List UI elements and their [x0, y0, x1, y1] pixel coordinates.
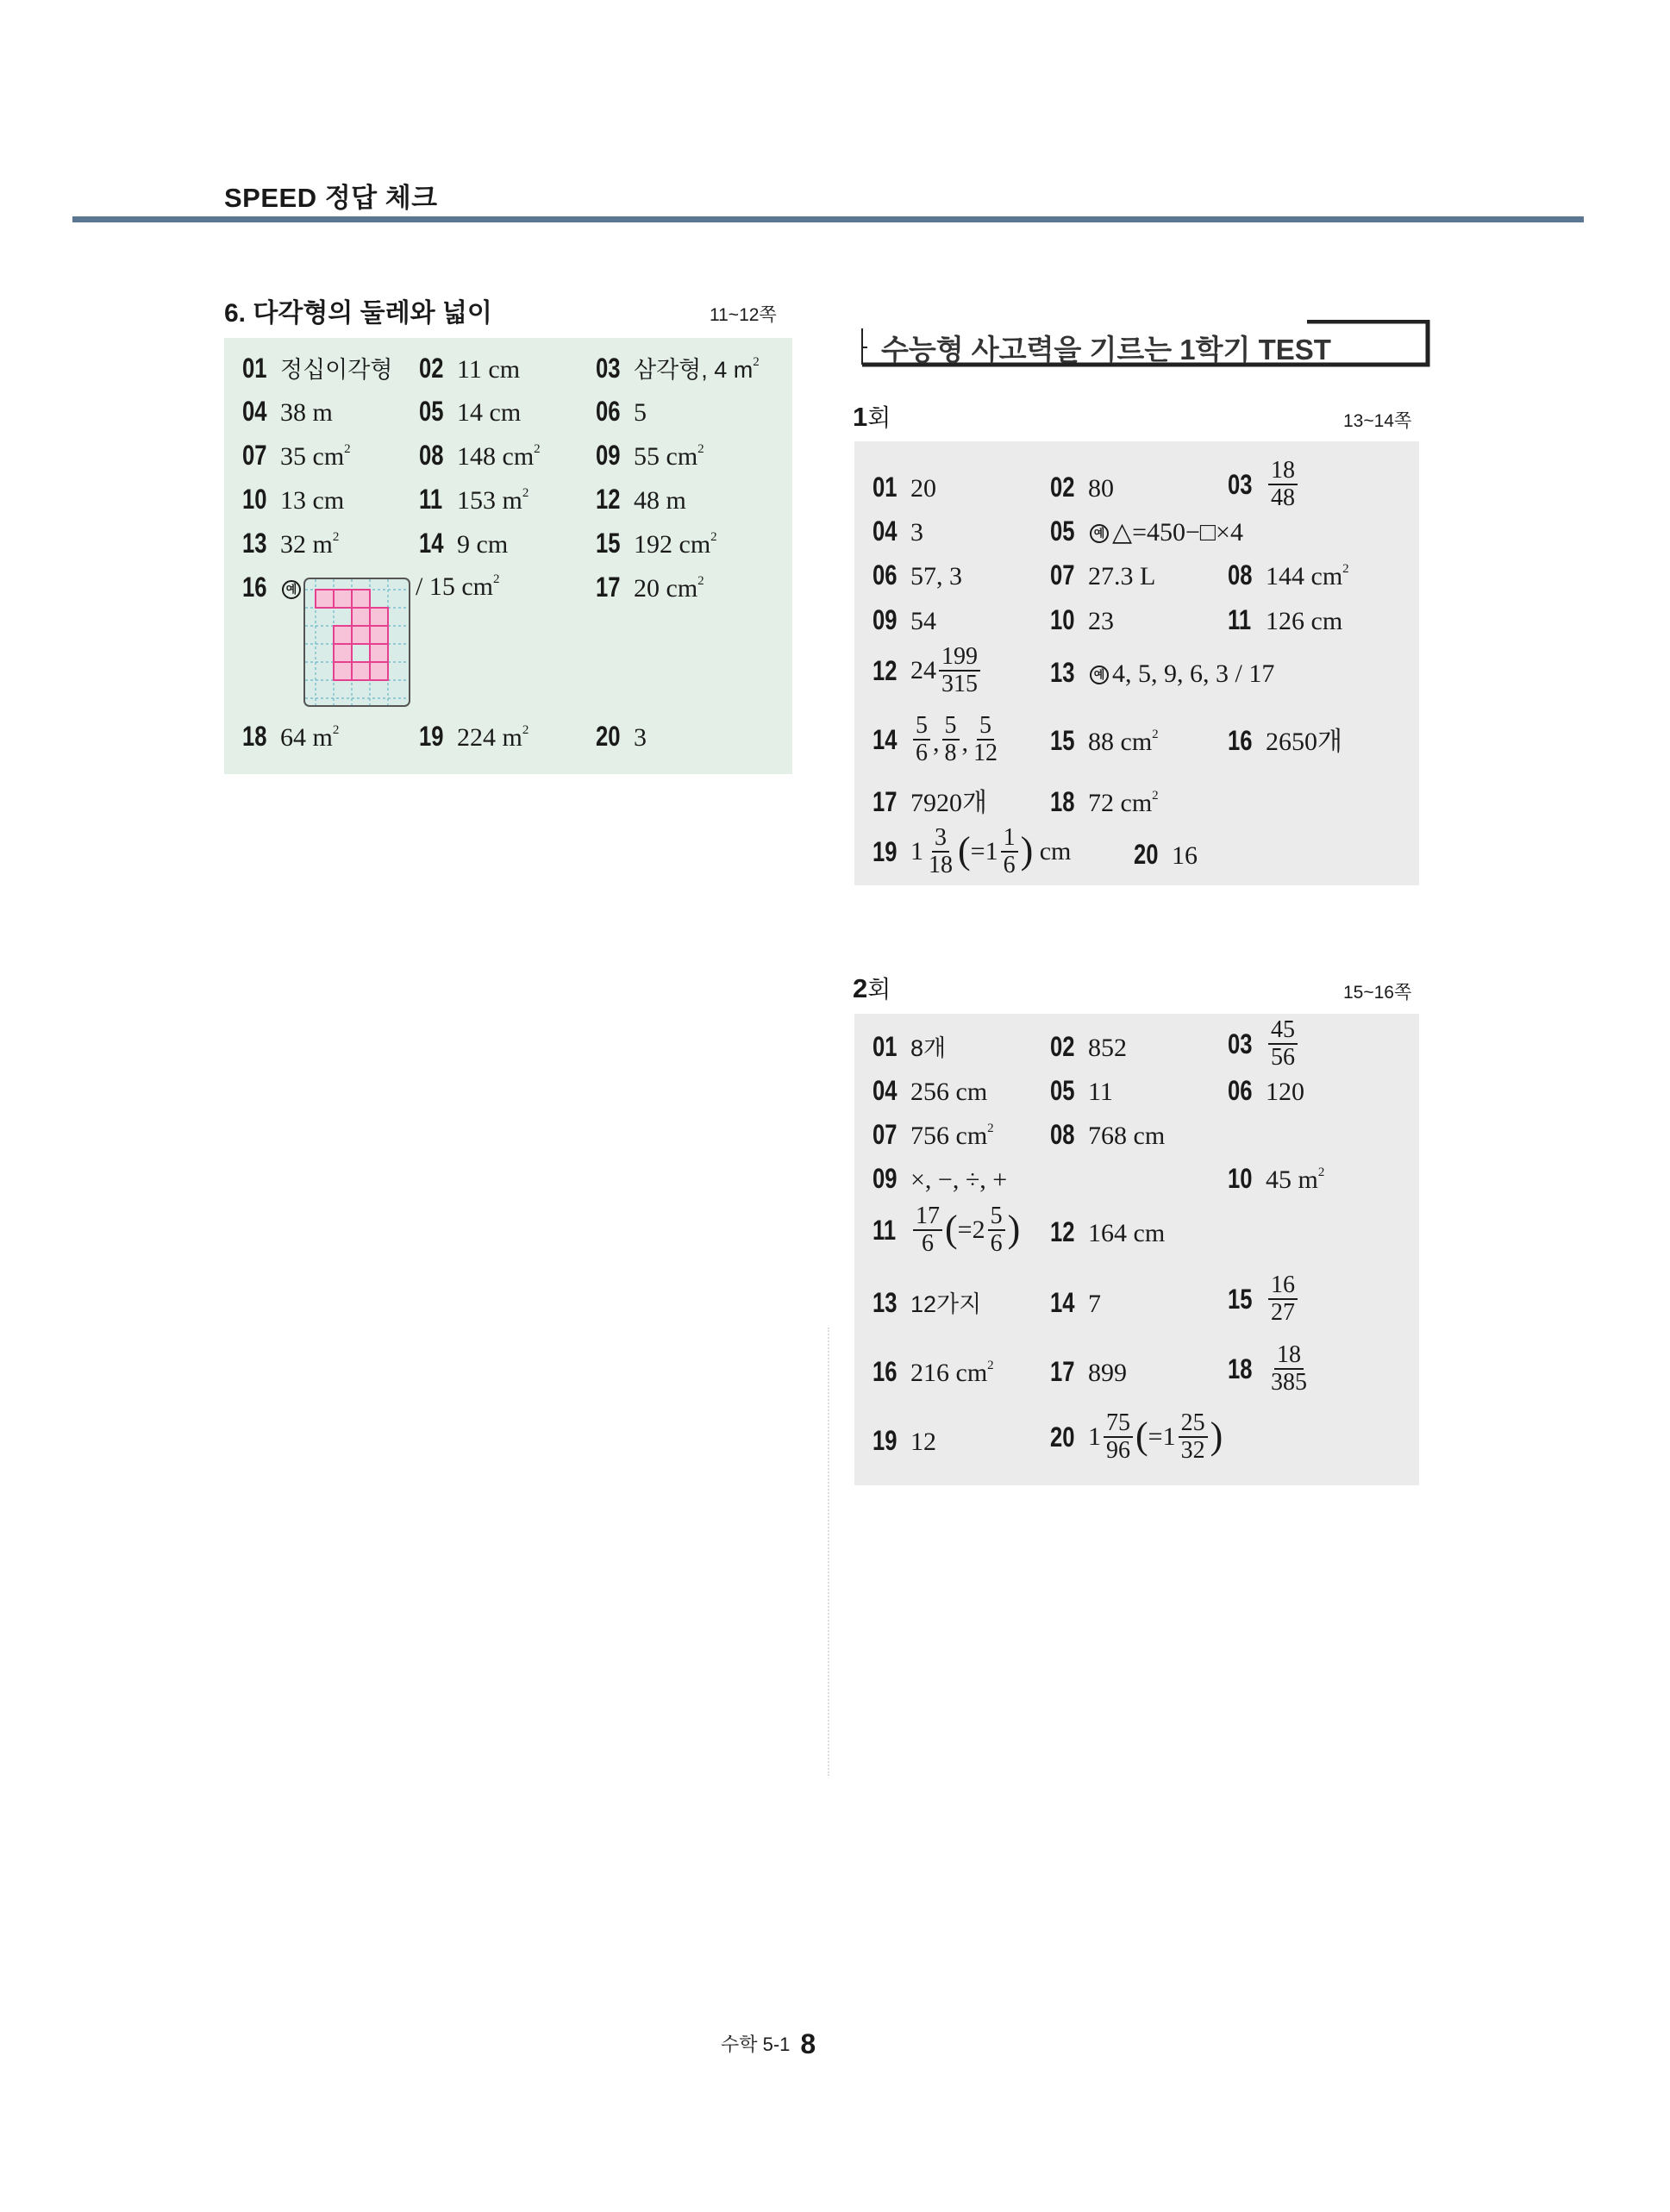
answer-09: 09 55 $cm^2$	[596, 440, 704, 471]
answer-18: 18 64 $m^2$	[242, 721, 340, 752]
r1-answer-19: 19 1 $\frac{3}{18}$ (=1 $\frac{1}{6}$ ) cm	[873, 824, 1072, 878]
r1-answer-11: 11 126 cm	[1228, 604, 1343, 635]
r2-answer-07: 07 756 $cm^2$	[873, 1119, 994, 1150]
r2-answer-10: 10 45 $m^2$	[1228, 1163, 1325, 1194]
section-pages: 11~12쪽	[710, 305, 777, 325]
r2-answer-11: 11 $\frac{17}{6}$ (=2 $\frac{5}{6}$ )	[873, 1203, 1021, 1257]
answer-06: 06 5	[596, 396, 647, 427]
r2-answer-19: 19 12	[873, 1425, 936, 1456]
r2-answer-20: 20 1 $\frac{75}{96}$ (=1 $\frac{25}{32}$ )	[1050, 1409, 1223, 1464]
r2-answer-04: 04 256 cm	[873, 1075, 988, 1106]
test-title: 수능형 사고력을 기르는 1학기 TEST	[881, 334, 1331, 366]
answer-15: 15 192 $cm^2$	[596, 528, 717, 559]
r2-answer-18: 18 $\frac{18}{385}$	[1228, 1341, 1307, 1396]
r1-answer-18: 18 72 $cm^2$	[1050, 786, 1159, 817]
r1-answer-16: 16 2650개	[1228, 725, 1342, 756]
answer-02: 02 11 cm	[419, 353, 521, 384]
r2-answer-01: 01 8개	[873, 1031, 947, 1062]
r2-answer-17: 17 899	[1050, 1356, 1127, 1387]
r2-answer-13: 13 12가지	[873, 1287, 982, 1318]
answer-13: 13 32 $m^2$	[242, 528, 340, 559]
page-number: 8	[800, 2028, 816, 2059]
r1-answer-05: 05 예 △=450−□×4	[1050, 516, 1243, 547]
answer-14: 14 9 cm	[419, 528, 509, 559]
r1-answer-09: 09 54	[873, 604, 936, 635]
page-header-title: SPEED 정답 체크	[224, 183, 438, 213]
r2-answer-03: 03 $\frac{45}{56}$	[1228, 1018, 1300, 1070]
r1-answer-03: 03 $\frac{18}{48}$	[1228, 459, 1300, 510]
round2-label: 2회	[853, 973, 891, 1003]
answer-07: 07 35 $cm^2$	[242, 440, 351, 471]
answer-16-value: / 15 $cm^2$	[416, 572, 500, 601]
answer-10: 10 13 cm	[242, 484, 345, 515]
example-mark: 예	[282, 580, 301, 599]
answer-17: 17 20 $cm^2$	[596, 572, 704, 603]
page-footer	[721, 2028, 816, 2060]
r1-answer-17: 17 7920개	[873, 786, 987, 817]
r1-answer-15: 15 88 $cm^2$	[1050, 725, 1159, 756]
footer-subject: 수학 5-1	[721, 2034, 791, 2055]
answer-16: 16 예	[242, 573, 304, 602]
r2-answer-05: 05 11	[1050, 1075, 1113, 1106]
r2-answer-09: 09 ×, −, ÷, +	[873, 1163, 1008, 1194]
answer-19: 19 224 $m^2$	[419, 721, 529, 752]
round1-label: 1회	[853, 402, 891, 432]
answer-04: 04 38 m	[242, 396, 333, 427]
r1-answer-12: 12 24 $\frac{199}{315}$	[873, 645, 983, 697]
column-divider	[828, 1328, 829, 1776]
r1-answer-01: 01 20	[873, 472, 936, 503]
r1-answer-04: 04 3	[873, 516, 923, 547]
answer-11: 11 153 $m^2$	[419, 484, 529, 515]
r1-answer-13: 13 예 4, 5, 9, 6, 3 / 17	[1050, 657, 1275, 688]
round1-pages: 13~14쪽	[1343, 411, 1412, 431]
r2-answer-08: 08 768 cm	[1050, 1119, 1166, 1150]
answer-20: 20 3	[596, 721, 647, 752]
answer-03: 03 삼각형, 4 $m^2$	[596, 353, 760, 384]
polygon-grid-figure	[303, 578, 410, 707]
r2-answer-06: 06 120	[1228, 1075, 1304, 1106]
r1-answer-14: 14 $\frac{5}{6}$ , $\frac{5}{8}$ , $\frac{5}{12}$	[873, 712, 998, 766]
answer-12: 12 48 m	[596, 484, 686, 515]
r1-answer-08: 08 144 $cm^2$	[1228, 559, 1349, 590]
answer-08: 08 148 $cm^2$	[419, 440, 541, 471]
r2-answer-16: 16 216 $cm^2$	[873, 1356, 994, 1387]
round2-pages: 15~16쪽	[1343, 983, 1412, 1003]
section-title: 6. 다각형의 둘레와 넓이	[224, 299, 492, 328]
r1-answer-07: 07 27.3 L	[1050, 559, 1156, 590]
r2-answer-12: 12 164 cm	[1050, 1216, 1166, 1247]
r1-answer-06: 06 57, 3	[873, 559, 962, 590]
answer-01: 01 정십이각형	[242, 353, 393, 384]
answer-05: 05 14 cm	[419, 396, 522, 427]
r1-answer-20: 20 16	[1134, 839, 1198, 870]
r1-answer-10: 10 23	[1050, 604, 1114, 635]
r2-answer-14: 14 7	[1050, 1287, 1101, 1318]
r2-answer-02: 02 852	[1050, 1031, 1127, 1062]
header-rule	[72, 216, 1584, 222]
r2-answer-15: 15 $\frac{16}{27}$	[1228, 1273, 1300, 1325]
r1-answer-02: 02 80	[1050, 472, 1114, 503]
